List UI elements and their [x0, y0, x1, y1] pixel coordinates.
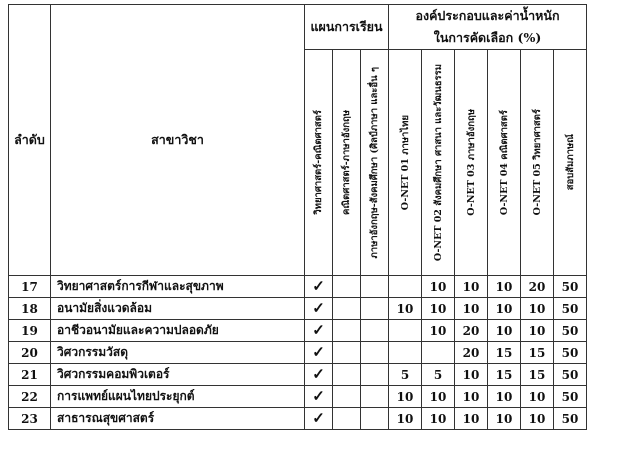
- plan-check-cell: [361, 342, 389, 364]
- row-number-cell: 21: [9, 364, 51, 386]
- table-row: [9, 342, 587, 364]
- weight-column-header: [389, 50, 422, 276]
- study-plan-header: แผนการเรียน: [305, 5, 389, 50]
- plan-column-header: [305, 50, 333, 276]
- plan-check-cell: [361, 320, 389, 342]
- plan-check-cell: [333, 364, 361, 386]
- weight-column-label: สอบสัมภาษณ์: [564, 134, 576, 191]
- plan-check-cell: ✓: [305, 408, 333, 430]
- plan-column-label: วิทยาศาสตร์-คณิตศาสตร์: [313, 110, 324, 215]
- plan-check-cell: [333, 320, 361, 342]
- plan-check-cell: [361, 408, 389, 430]
- weight-value-cell: 10: [422, 386, 455, 408]
- weight-value-cell: 10: [389, 386, 422, 408]
- row-number-cell: 23: [9, 408, 51, 430]
- row-number-cell: 18: [9, 298, 51, 320]
- plan-check-cell: [333, 298, 361, 320]
- weight-value-cell: 10: [488, 320, 521, 342]
- plan-check-cell: [361, 276, 389, 298]
- weight-value-cell: 50: [554, 364, 587, 386]
- plan-check-cell: ✓: [305, 364, 333, 386]
- table-body: [9, 276, 587, 430]
- table-row: [9, 276, 587, 298]
- weight-value-cell: 20: [455, 342, 488, 364]
- plan-check-cell: [361, 364, 389, 386]
- weight-value-cell: 10: [488, 276, 521, 298]
- weight-value-cell: 10: [422, 276, 455, 298]
- weight-column-label: O-NET 05 วิทยาศาสตร์: [531, 109, 543, 216]
- weight-column-label: O-NET 02 สังคมศึกษา ศาสนา และวัฒนธรรม: [432, 63, 444, 262]
- table-row: [9, 298, 587, 320]
- weight-value-cell: 10: [455, 408, 488, 430]
- weight-column-label: O-NET 04 คณิตศาสตร์: [498, 109, 510, 216]
- weight-value-cell: 10: [389, 408, 422, 430]
- weight-value-cell: 10: [389, 298, 422, 320]
- weight-value-cell: 10: [455, 276, 488, 298]
- plan-column-header: [361, 50, 389, 276]
- weight-value-cell: 15: [521, 342, 554, 364]
- admission-table: [8, 4, 587, 430]
- weight-value-cell: [422, 342, 455, 364]
- weight-value-cell: 50: [554, 408, 587, 430]
- plan-check-cell: [333, 386, 361, 408]
- weight-value-cell: [389, 276, 422, 298]
- weight-value-cell: 50: [554, 276, 587, 298]
- weight-header-line1: องค์ประกอบและค่าน้ำหนัก: [415, 8, 560, 23]
- weight-value-cell: 20: [455, 320, 488, 342]
- plan-column-label: ภาษาอังกฤษ-สังคมศึกษา (ศิลป์ภาษา และอื่น ๆ: [369, 66, 380, 259]
- weight-value-cell: 10: [488, 298, 521, 320]
- plan-check-cell: ✓: [305, 386, 333, 408]
- weight-value-cell: 15: [488, 364, 521, 386]
- weight-header: [389, 5, 587, 50]
- table-row: [9, 408, 587, 430]
- subject-name-cell: อนามัยสิ่งแวดล้อม: [51, 298, 305, 320]
- weight-value-cell: 50: [554, 298, 587, 320]
- weight-value-cell: 10: [455, 386, 488, 408]
- weight-value-cell: 10: [521, 320, 554, 342]
- plan-check-cell: ✓: [305, 342, 333, 364]
- subject-header: สาขาวิชา: [51, 5, 305, 276]
- row-number-cell: 19: [9, 320, 51, 342]
- plan-check-cell: [333, 342, 361, 364]
- subject-name-cell: อาชีวอนามัยและความปลอดภัย: [51, 320, 305, 342]
- weight-value-cell: 10: [521, 298, 554, 320]
- row-number-cell: 20: [9, 342, 51, 364]
- weight-header-line2: ในการคัดเลือก (%): [433, 30, 542, 45]
- subject-name-cell: วิศวกรรมคอมพิวเตอร์: [51, 364, 305, 386]
- weight-value-cell: 15: [488, 342, 521, 364]
- weight-column-label: O-NET 03 ภาษาอังกฤษ: [465, 109, 477, 216]
- weight-column-header: [455, 50, 488, 276]
- plan-check-cell: [333, 276, 361, 298]
- weight-value-cell: 10: [422, 298, 455, 320]
- weight-value-cell: 50: [554, 320, 587, 342]
- weight-value-cell: 20: [521, 276, 554, 298]
- row-number-cell: 22: [9, 386, 51, 408]
- plan-check-cell: ✓: [305, 320, 333, 342]
- weight-column-header: [422, 50, 455, 276]
- weight-value-cell: 10: [455, 364, 488, 386]
- table-row: [9, 386, 587, 408]
- weight-value-cell: 10: [488, 408, 521, 430]
- plan-check-cell: [361, 386, 389, 408]
- weight-value-cell: 10: [422, 320, 455, 342]
- plan-column-header: [333, 50, 361, 276]
- subject-name-cell: การแพทย์แผนไทยประยุกต์: [51, 386, 305, 408]
- weight-value-cell: 10: [455, 298, 488, 320]
- weight-value-cell: 50: [554, 386, 587, 408]
- plan-check-cell: ✓: [305, 276, 333, 298]
- table-row: [9, 320, 587, 342]
- plan-check-cell: [361, 298, 389, 320]
- weight-column-label: O-NET 01 ภาษาไทย: [399, 114, 411, 211]
- subject-name-cell: วิศวกรรมวัสดุ: [51, 342, 305, 364]
- weight-value-cell: [389, 320, 422, 342]
- plan-check-cell: ✓: [305, 298, 333, 320]
- plan-check-cell: [333, 408, 361, 430]
- table-row: [9, 364, 587, 386]
- weight-column-header: [554, 50, 587, 276]
- plan-column-label: คณิตศาสตร์-ภาษาอังกฤษ: [341, 109, 352, 216]
- row-number-cell: 17: [9, 276, 51, 298]
- subject-name-cell: วิทยาศาสตร์การกีฬาและสุขภาพ: [51, 276, 305, 298]
- weight-value-cell: 10: [521, 408, 554, 430]
- weight-column-header: [521, 50, 554, 276]
- weight-value-cell: 10: [422, 408, 455, 430]
- weight-value-cell: [389, 342, 422, 364]
- weight-value-cell: 5: [422, 364, 455, 386]
- weight-value-cell: 50: [554, 342, 587, 364]
- order-header: ลำดับ: [9, 5, 51, 276]
- weight-value-cell: 5: [389, 364, 422, 386]
- weight-column-header: [488, 50, 521, 276]
- weight-value-cell: 15: [521, 364, 554, 386]
- weight-value-cell: 10: [488, 386, 521, 408]
- weight-value-cell: 10: [521, 386, 554, 408]
- subject-name-cell: สาธารณสุขศาสตร์: [51, 408, 305, 430]
